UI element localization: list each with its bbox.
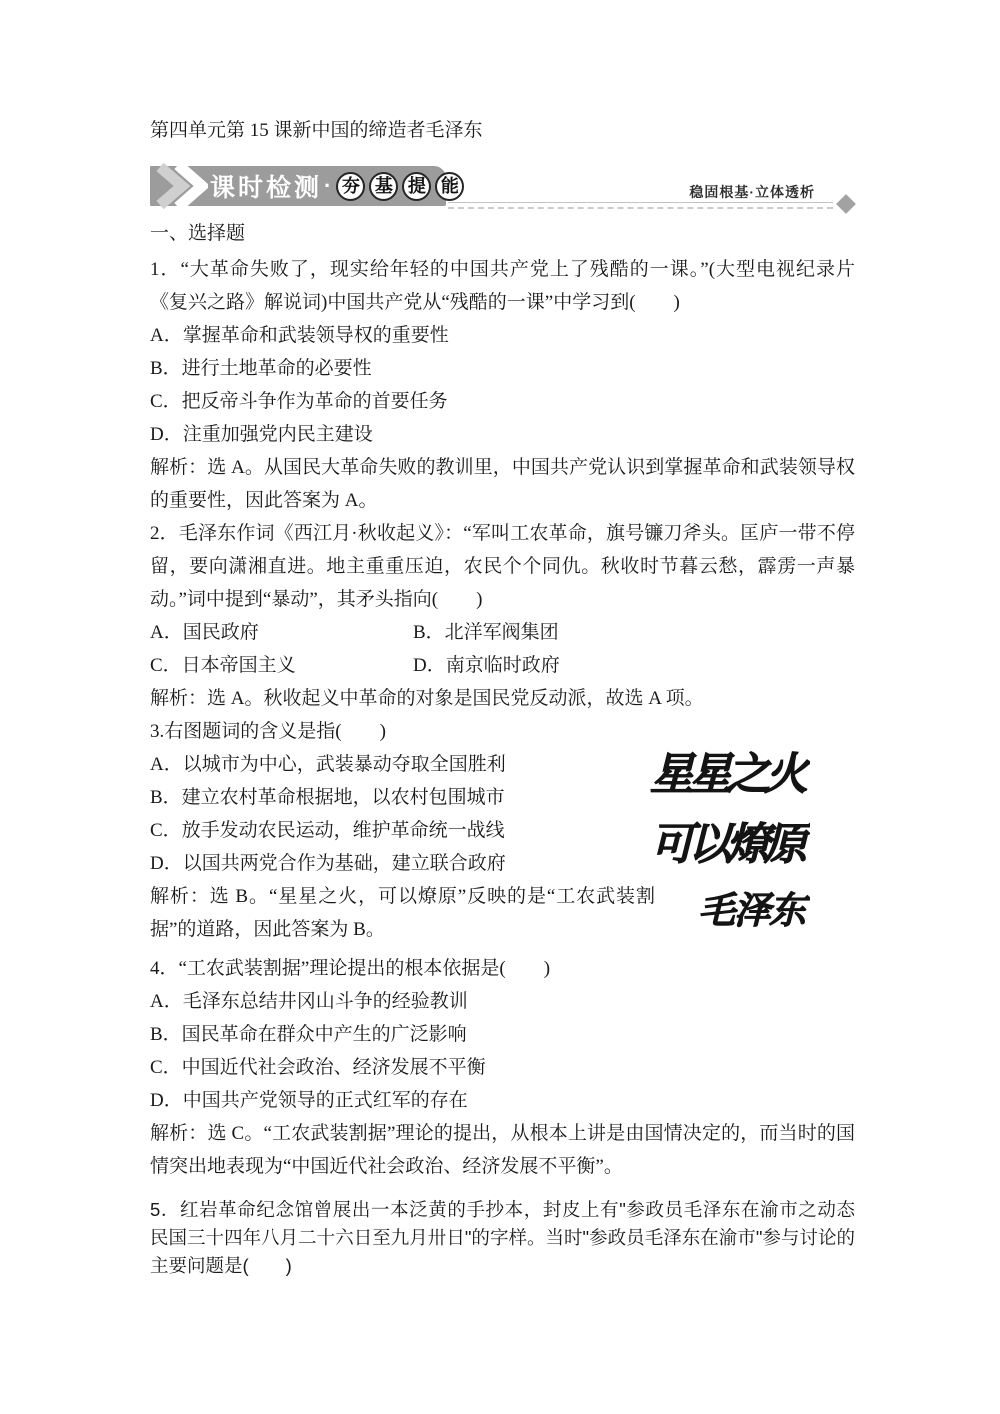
option-d: D．以国共两党合作为基础，建立联合政府 <box>150 853 506 874</box>
option-a: A．毛泽东总结井冈山斗争的经验教训 <box>150 991 468 1012</box>
badge-char: 提 <box>402 172 431 201</box>
option-a: A．以城市为中心，武装暴动夺取全国胜利 <box>150 754 506 775</box>
double-chevron-icon <box>152 160 208 212</box>
badge-char: 基 <box>369 172 398 201</box>
option-c: C．把反帝斗争作为革命的首要任务 <box>150 391 448 412</box>
option-b: B．国民革命在群众中产生的广泛影响 <box>150 1024 467 1045</box>
option-b: B．北洋军阀集团 <box>413 622 559 643</box>
option-d: D．南京临时政府 <box>413 655 560 676</box>
question-4 <box>150 952 855 1183</box>
question-stem: 5．红岩革命纪念馆曾展出一本泛黄的手抄本，封皮上有"参政员毛泽东在渝市之动态 民国三十四年八月二十六日至九月卅日"的字样。当时"参政员毛泽东在渝市"参与讨论的主要问题是( ) <box>150 1199 874 1276</box>
banner-tagline: 稳固根基·立体透析 <box>689 184 815 200</box>
banner-title: 课时检测 <box>210 174 323 202</box>
answer-analysis: 解析：选 A。从国民大革命失败的教训里，中国共产党认识到掌握革命和武装领导权的重要性，因此答案为 A。 <box>150 457 855 511</box>
banner-dashed-rule <box>448 202 833 209</box>
option-a: A．掌握革命和武装领导权的重要性 <box>150 325 449 346</box>
option-c: C．日本帝国主义 <box>150 655 296 676</box>
calligraphy-line: 可以燎原 <box>650 820 808 869</box>
option-c: C．放手发动农民运动，维护革命统一战线 <box>150 820 505 841</box>
banner-badges <box>336 172 464 201</box>
option-c: C．中国近代社会政治、经济发展不平衡 <box>150 1057 486 1078</box>
badge-char: 能 <box>435 172 464 201</box>
option-b: B．进行土地革命的必要性 <box>150 358 372 379</box>
option-row <box>150 616 855 649</box>
badge-char: 夯 <box>336 172 365 201</box>
calligraphy-line: 星星之火 <box>650 750 808 799</box>
diamond-icon <box>836 194 856 214</box>
option-d: D．中国共产党领导的正式红军的存在 <box>150 1090 468 1111</box>
question-stem: 1．“大革命失败了，现实给年轻的中国共产党上了残酷的一课。”(大型电视纪录片《复兴之路》解说词)中国共产党从“残酷的一课”中学习到( ) <box>150 259 855 313</box>
option-d: D．注重加强党内民主建设 <box>150 424 373 445</box>
answer-analysis: 解析：选 A。秋收起义中革命的对象是国民党反动派，故选 A 项。 <box>150 688 704 709</box>
question-5 <box>150 1196 874 1280</box>
option-a: A．国民政府 <box>150 622 259 643</box>
question-stem: 3.右图题词的含义是指( ) <box>150 721 386 742</box>
answer-analysis: 解析：选 C。“工农武装割据”理论的提出，从根本上讲是由国情决定的，而当时的国情突出地表现为“中国近代社会政治、经济发展不平衡”。 <box>150 1123 855 1177</box>
banner-bar <box>150 166 459 206</box>
question-3 <box>150 715 855 946</box>
question-1 <box>150 253 855 517</box>
option-b: B．建立农村革命根据地，以农村包围城市 <box>150 787 505 808</box>
page-title: 第四单元第 15 课新中国的缔造者毛泽东 <box>150 120 483 141</box>
option-row <box>150 649 855 682</box>
mao-calligraphy-image <box>650 737 810 941</box>
section-banner <box>150 156 855 212</box>
question-stem: 2．毛泽东作词《西江月·秋收起义》：“军叫工农革命，旗号镰刀斧头。匡庐一带不停留，要向潇湘直进。地主重重压迫，农民个个同仇。秋收时节暮云愁，霹雳一声暴动。”词中提到“暴动”，其矛头指向( ) <box>150 523 855 610</box>
question-2 <box>150 517 855 715</box>
question-stem: 4．“工农武装割据”理论提出的根本依据是( ) <box>150 958 551 979</box>
answer-analysis: 解析：选 B。“星星之火，可以燎原”反映的是“工农武装割据”的道路，因此答案为 B。 <box>150 886 655 940</box>
calligraphy-signature: 毛泽东 <box>698 891 806 932</box>
section-title: 一、选择题 <box>150 223 246 244</box>
banner-dot-separator: · <box>324 173 332 198</box>
